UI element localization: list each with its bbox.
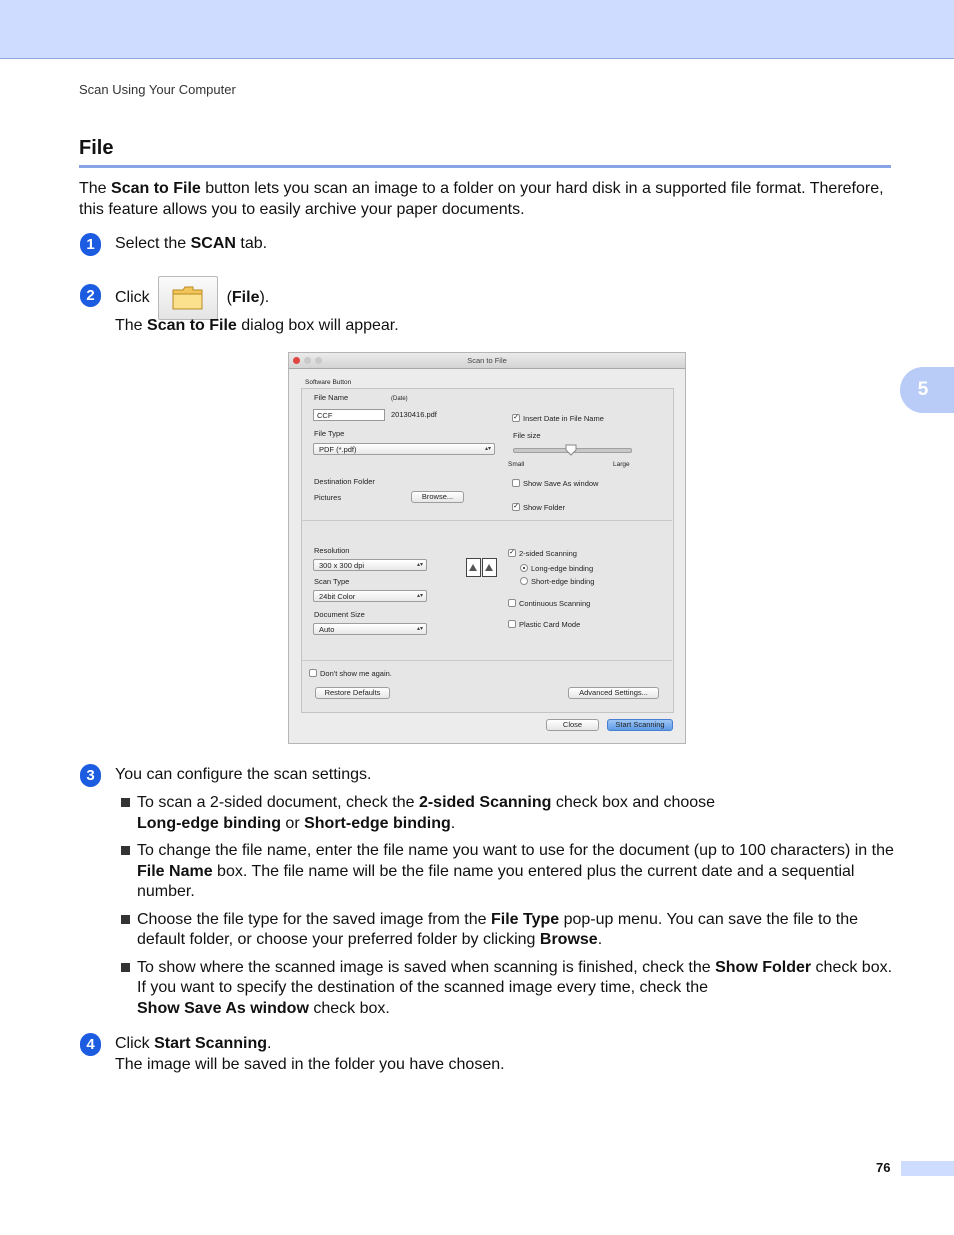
- file-name-suffix: 20130416.pdf: [391, 410, 437, 419]
- bullet-square-icon: [121, 963, 130, 972]
- file-name-input[interactable]: CCF: [313, 409, 385, 421]
- scan-to-file-dialog: [288, 352, 686, 744]
- bullet-item: To scan a 2-sided document, check the 2-sided Scanning check box and choose Long-edge binding or Short-edge binding.: [120, 793, 895, 834]
- insert-date-label: Insert Date in File Name: [523, 414, 604, 423]
- chapter-tab: 5: [900, 367, 954, 413]
- file-button[interactable]: [158, 276, 218, 320]
- scan-type-select[interactable]: 24bit Color ▴▾: [313, 590, 427, 602]
- long-edge-label: Long-edge binding: [531, 564, 594, 573]
- two-sided-checkbox[interactable]: ✓: [509, 549, 515, 556]
- software-button-label: Software Button: [305, 379, 352, 386]
- restore-defaults-button[interactable]: Restore Defaults: [315, 687, 390, 699]
- date-label: (Date): [391, 396, 408, 402]
- divider: [301, 660, 672, 661]
- bullet-item: Choose the file type for the saved image from the File Type pop-up menu. You can save the file to the default folder, or choose your preferred folder by clicking Browse.: [120, 910, 895, 951]
- step-1-number: 1: [80, 233, 101, 256]
- bullet-square-icon: [121, 915, 130, 924]
- continuous-scanning-label: Continuous Scanning: [519, 599, 591, 608]
- show-save-as-checkbox[interactable]: [512, 479, 520, 487]
- scan-type-label: Scan Type: [314, 577, 350, 586]
- title-rule: [79, 165, 891, 168]
- settings-panel: [301, 388, 674, 713]
- document-size-select[interactable]: Auto ▴▾: [313, 623, 427, 635]
- dialog-title: Scan to File: [289, 353, 685, 369]
- show-folder-checkbox[interactable]: ✓: [513, 503, 519, 510]
- show-folder-label: Show Folder: [523, 503, 566, 512]
- step-4-text: Click Start Scanning.: [115, 1035, 272, 1052]
- insert-date-checkbox[interactable]: ✓: [513, 414, 519, 421]
- bullet-square-icon: [121, 798, 130, 807]
- resolution-label: Resolution: [314, 546, 350, 555]
- show-save-as-label: Show Save As window: [523, 479, 599, 488]
- select-arrows-icon: ▴▾: [416, 626, 423, 632]
- step-4-note: The image will be saved in the folder you have chosen.: [115, 1056, 505, 1073]
- plastic-card-checkbox[interactable]: [508, 620, 516, 628]
- divider: [301, 520, 672, 521]
- advanced-settings-button[interactable]: Advanced Settings...: [568, 687, 659, 699]
- close-window-icon[interactable]: [293, 357, 300, 364]
- minimize-window-icon[interactable]: [304, 357, 311, 364]
- continuous-scanning-checkbox[interactable]: [508, 599, 516, 607]
- step-2-number: 2: [80, 284, 101, 307]
- step-1-text: Select the SCAN tab.: [115, 235, 268, 252]
- duplex-scan-icon: [466, 558, 497, 577]
- dont-show-label: Don't show me again.: [320, 669, 392, 678]
- document-size-label: Document Size: [314, 610, 365, 619]
- select-arrows-icon: ▴▾: [416, 562, 423, 568]
- select-arrows-icon: ▴▾: [416, 593, 423, 599]
- dont-show-checkbox[interactable]: [309, 669, 317, 677]
- short-edge-radio[interactable]: [520, 577, 528, 585]
- bullet-item: To change the file name, enter the file name you want to use for the document (up to 100 characters) in the File Name box. The file name will be the file name you entered plus the current date and a sequential number.: [120, 841, 895, 903]
- browse-button[interactable]: Browse...: [411, 491, 464, 503]
- short-edge-label: Short-edge binding: [531, 577, 595, 586]
- bullet-square-icon: [121, 846, 130, 855]
- bullet-item: To show where the scanned image is saved when scanning is finished, check the Show Folder check box. If you want to specify the destination of the scanned image every time, check the Show Save As window check box.: [120, 958, 895, 1020]
- close-button[interactable]: Close: [546, 719, 599, 731]
- large-label: Large: [613, 461, 630, 468]
- file-size-slider-thumb[interactable]: [565, 444, 577, 456]
- folder-icon: [171, 285, 205, 311]
- resolution-select[interactable]: 300 x 300 dpi ▴▾: [313, 559, 427, 571]
- file-type-select[interactable]: PDF (*.pdf) ▴▾: [313, 443, 495, 455]
- file-size-label: File size: [513, 431, 541, 440]
- step-4-number: 4: [80, 1033, 101, 1056]
- top-band: [0, 0, 954, 59]
- plastic-card-label: Plastic Card Mode: [519, 620, 581, 629]
- two-sided-label: 2-sided Scanning: [519, 549, 577, 558]
- select-arrows-icon: ▴▾: [484, 446, 491, 452]
- file-name-label: File Name: [314, 393, 349, 402]
- destination-folder-value: Pictures: [314, 493, 342, 502]
- running-header: Scan Using Your Computer: [79, 82, 236, 97]
- step-3-number: 3: [80, 764, 101, 787]
- page-title: File: [79, 137, 114, 159]
- long-edge-radio[interactable]: [520, 564, 528, 572]
- page-number-bar: [901, 1161, 954, 1176]
- bullet-list: [120, 793, 895, 1026]
- destination-folder-label: Destination Folder: [314, 477, 375, 486]
- step-3-text: You can configure the scan settings.: [115, 766, 372, 783]
- page-number: 76: [876, 1160, 891, 1175]
- file-type-label: File Type: [314, 429, 345, 438]
- small-label: Small: [508, 461, 525, 468]
- start-scanning-button[interactable]: Start Scanning: [607, 719, 673, 731]
- zoom-window-icon[interactable]: [315, 357, 322, 364]
- step-2-note: The Scan to File dialog box will appear.: [115, 317, 399, 334]
- intro-paragraph: The Scan to File button lets you scan an image to a folder on your hard disk in a supported file format. Therefore, this feature allows you to easily archive your paper documents.: [79, 180, 884, 218]
- step-2-text: Click (File).: [115, 276, 269, 320]
